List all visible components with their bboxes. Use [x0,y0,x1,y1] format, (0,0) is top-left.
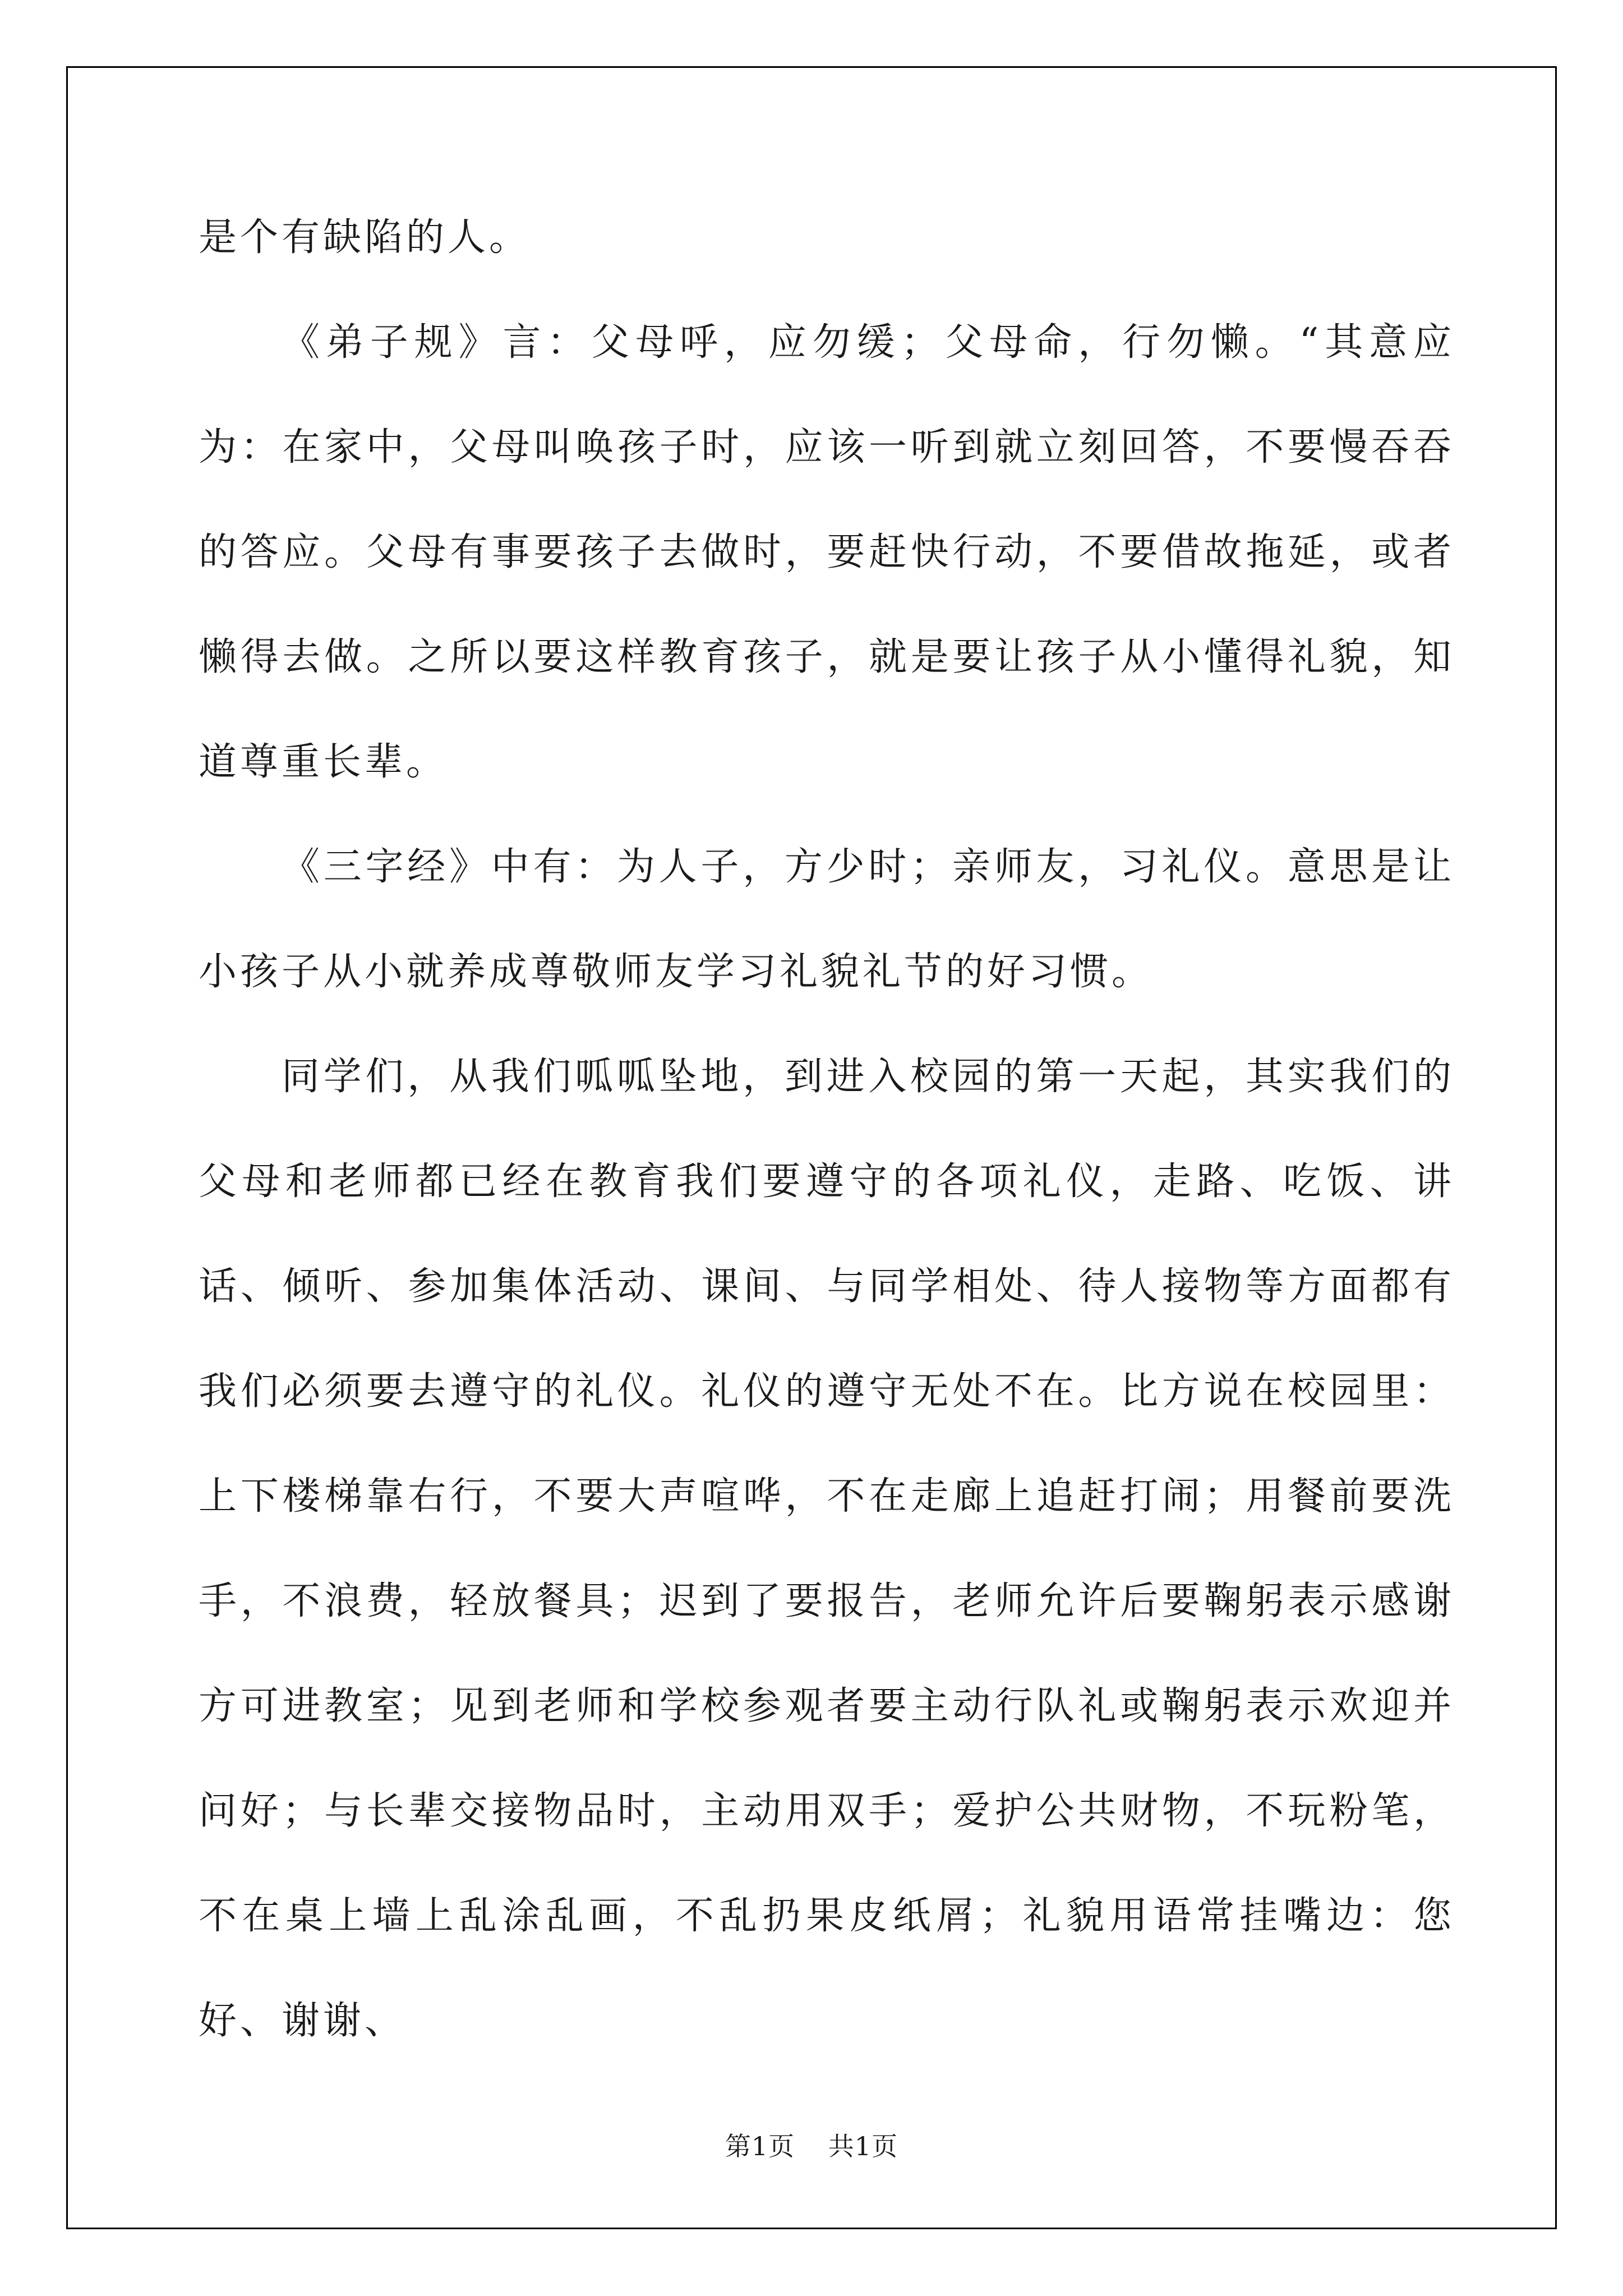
paragraph-4: 同学们，从我们呱呱坠地，到进入校园的第一天起，其实我们的父母和老师都已经在教育我们要遵守的各项礼仪，走路、吃饭、讲话、倾听、参加集体活动、课间、与同学相处、待人接物等方面都有我们必须要去遵守的礼仪。礼仪的遵守无处不在。比方说在校园里：上下楼梯靠右行，不要大声喧哗，不在走廊上追赶打闹；用餐前要洗手，不浪费，轻放餐具；迟到了要报告，老师允许后要鞠躬表示感谢方可进教室；见到老师和学校参观者要主动行队礼或鞠躬表示欢迎并问好；与长辈交接物品时，主动用双手；爱护公共财物，不玩粉笔，不在桌上墙上乱涂乱画，不乱扔果皮纸屑；礼貌用语常挂嘴边：您好、谢谢、 [199,1055,1455,2043]
paragraph-1: 是个有缺陷的人。 [199,215,531,260]
page-total: 共1页 [828,2131,898,2161]
paragraph-2: 《弟子规》言：父母呼，应勿缓；父母命，行勿懒。“其意应为：在家中，父母叫唤孩子时，应该一听到就立刻回答，不要慢吞吞的答应。父母有事要孩子去做时，要赶快行动，不要借故拖延，或者懒得去做。之所以要这样教育孩子，就是要让孩子从小懂得礼貌，知道尊重长辈。 [199,320,1455,784]
paragraph-3: 《三字经》中有：为人子，方少时；亲师友，习礼仪。意思是让小孩子从小就养成尊敬师友学习礼貌礼节的好习惯。 [199,845,1455,994]
page-footer [0,2126,1623,2163]
body-text [199,185,1455,2073]
page-number: 第1页 [725,2131,795,2161]
